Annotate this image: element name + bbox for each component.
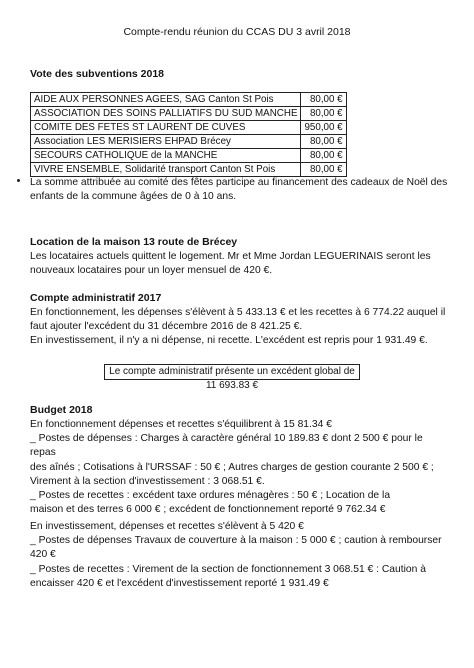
subvention-label: COMITE DES FETES ST LAURENT DE CUVES [31, 121, 301, 135]
table-row [31, 135, 347, 149]
table-row [31, 149, 347, 163]
paragraph-line: _ Postes de dépenses Travaux de couverture à la maison : 5 000 € ; caution à rembourser [30, 535, 442, 547]
paragraph-line: maison et des terres 6 000 € ; excédent de fonctionnement reporté 9 762.34 € [30, 504, 386, 516]
compte-heading: Compte administratif 2017 [30, 292, 162, 304]
subvention-amount: 80,00 € [301, 135, 346, 149]
budget-investissement [30, 520, 450, 591]
subventions-note [30, 176, 450, 204]
subvention-label: VIVRE ENSEMBLE, Solidarité transport Canton St Pois [31, 163, 301, 177]
paragraph-line: nouveaux locataires pour un loyer mensuel de 420 €. [30, 265, 273, 277]
subvention-label: SECOURS CATHOLIQUE de la MANCHE [31, 149, 301, 163]
table-row [31, 163, 347, 177]
subventions-table [30, 92, 347, 177]
subvention-label: AIDE AUX PERSONNES AGEES, SAG Canton St Pois [31, 93, 301, 107]
subvention-label: ASSOCIATION DES SOINS PALLIATIFS DU SUD MANCHE [31, 107, 301, 121]
location-paragraph [30, 250, 450, 278]
budget-fonctionnement [30, 418, 450, 517]
paragraph-line: Virement à la section d'investissement : 3 068.51 €. [30, 475, 265, 487]
paragraph-line: La somme attribuée au comité des fêtes participe au financement des cadeaux de Noël des [30, 177, 448, 188]
subvention-amount: 80,00 € [301, 149, 346, 163]
paragraph-line: faut ajouter l'excédent du 31 décembre 2016 de 8 421.25 €. [30, 321, 303, 333]
compte-summary-box: Le compte administratif présente un excédent global de 11 693.83 € [104, 364, 360, 380]
subvention-amount: 80,00 € [301, 93, 346, 107]
subvention-amount: 80,00 € [301, 107, 346, 121]
paragraph-line: _ Postes de recettes : Virement de la section de fonctionnement 3 068.51 € : Caution à [30, 563, 426, 575]
subvention-amount: 950,00 € [301, 121, 346, 135]
table-row [31, 93, 347, 107]
paragraph-line: _ Postes de recettes : excédent taxe ordures ménagères : 50 € ; Location de la [30, 490, 391, 502]
table-row [31, 107, 347, 121]
budget-heading: Budget 2018 [30, 404, 93, 416]
bullet-dot [17, 179, 20, 182]
compte-paragraph [30, 306, 450, 349]
paragraph-line: 420 € [30, 549, 56, 561]
table-row [31, 121, 347, 135]
paragraph-line: En fonctionnement, les dépenses s'élèvent à 5 433.13 € et les recettes à 6 774.22 auquel il [30, 307, 446, 318]
paragraph-line: En fonctionnement dépenses et recettes s'équilibrent à 15 81.34 € [30, 419, 332, 430]
paragraph-line: enfants de la commune âgées de 0 à 10 ans. [30, 191, 237, 203]
paragraph-line: En investissement, dépenses et recettes s'élèvent à 5 420 € [30, 521, 304, 532]
document-title: Compte-rendu réunion du CCAS DU 3 avril 2018 [123, 26, 351, 38]
paragraph-line: Les locataires actuels quittent le logement. Mr et Mme Jordan LEGUERINAIS seront les [30, 251, 431, 262]
subvention-amount: 80,00 € [301, 163, 346, 177]
subventions-heading: Vote des subventions 2018 [30, 68, 165, 80]
paragraph-line: des aînés ; Cotisations à l'URSSAF : 50 € ; Autres charges de gestion courante 2 500 € ; [30, 461, 434, 473]
paragraph-line: encaisser 420 € et l'excédent d'investissement reporté 1 931.49 € [30, 577, 329, 589]
paragraph-line: En investissement, il n'y a ni dépense, ni recette. L'excédent est repris pour 1 931.49 €. [30, 335, 428, 347]
subvention-label: Association LES MERISIERS EHPAD Brécey [31, 135, 301, 149]
location-heading: Location de la maison 13 route de Brécey [30, 236, 238, 248]
paragraph-line: _ Postes de dépenses : Charges à caractère général 10 189.83 € dont 2 500 € pour le repas [30, 433, 423, 459]
